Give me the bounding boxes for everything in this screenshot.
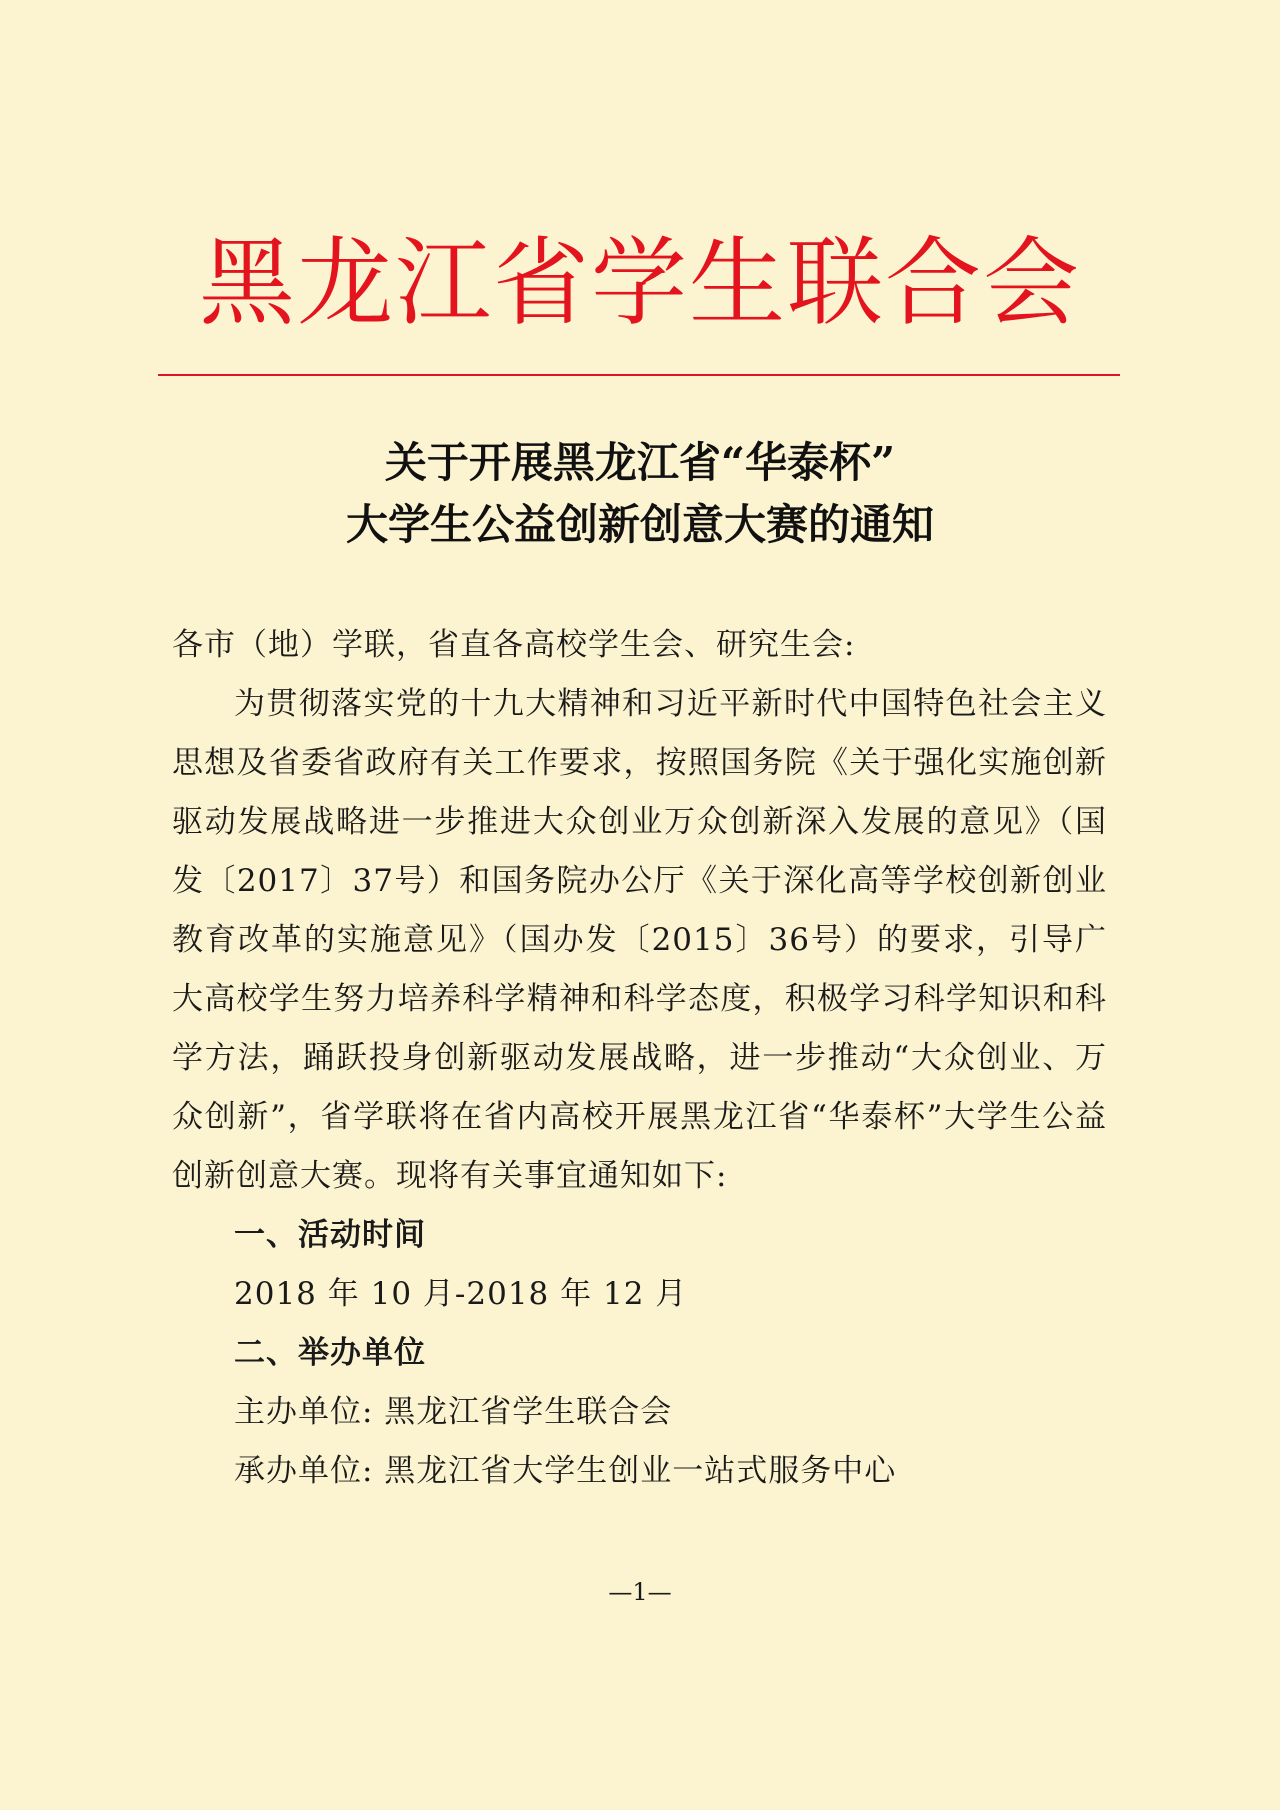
section-1-heading: 一、活动时间	[234, 1217, 426, 1253]
salutation: 各市（地）学联，省直各高校学生会、研究生会:	[172, 627, 856, 663]
organization-header: 黑龙江省学生联合会	[199, 227, 1081, 339]
page-number: —1—	[608, 1578, 672, 1606]
notice-title	[0, 432, 1280, 556]
section-2-heading: 二、举办单位	[234, 1335, 426, 1371]
intro-paragraph: 为贯彻落实党的十九大精神和习近平新时代中国特色社会主义思想及省委省政府有关工作要求，按照国务院《关于强化实施创新驱动发展战略进一步推进大众创业万众创新深入发展的意见》（国发〔2017〕37号）和国务院办公厅《关于深化高等学校创新创业教育改革的实施意见》（国办发〔2015〕36号）的要求，引导广大高校学生努力培养科学精神和科学态度，积极学习科学知识和科学方法，踊跃投身创新驱动发展战略，进一步推动“大众创业、万众创新”，省学联将在省内高校开展黑龙江省“华泰杯”大学生公益创新创意大赛。现将有关事宜通知如下:	[172, 686, 1107, 1194]
activity-time: 2018 年 10 月-2018 年 12 月	[234, 1276, 688, 1312]
notice-title-line-1: 关于开展黑龙江省“华泰杯”	[384, 438, 896, 487]
undertaker: 承办单位: 黑龙江省大学生创业一站式服务中心	[234, 1453, 897, 1489]
notice-body	[172, 616, 1107, 1501]
header-divider	[158, 374, 1120, 376]
organizer: 主办单位: 黑龙江省学生联合会	[234, 1394, 673, 1430]
notice-title-line-2: 大学生公益创新创意大赛的通知	[345, 500, 934, 549]
